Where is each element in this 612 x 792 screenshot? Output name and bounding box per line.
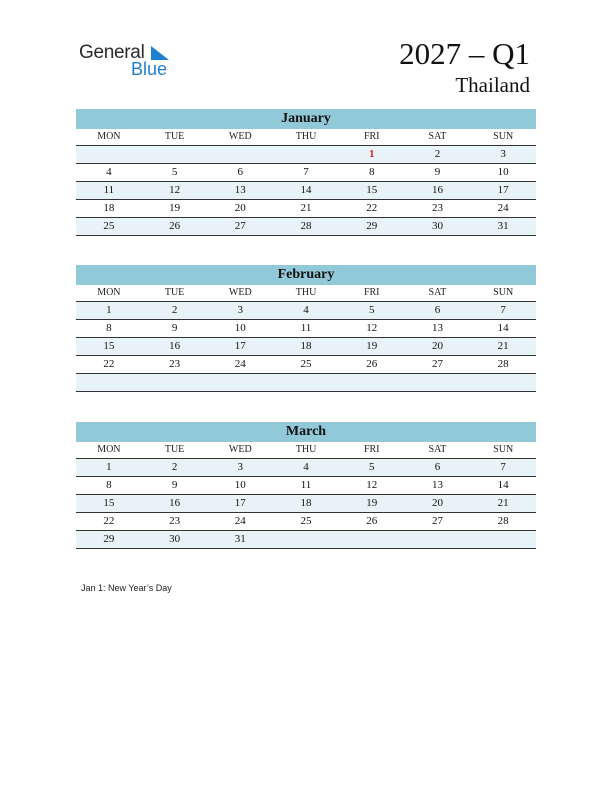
day-cell: 13 [234,184,246,196]
weekday-header-row [76,285,536,302]
day-cell: 4 [106,166,112,178]
week-row [76,459,536,477]
week-row [76,320,536,338]
day-cell: 5 [368,304,375,316]
weekday-label: THU [295,131,317,142]
day-cell: 15 [103,497,115,509]
week-row [76,302,536,320]
day-cell: 28 [300,220,312,232]
day-cell: 10 [234,322,246,334]
day-cell: 9 [434,166,441,178]
day-cell: 24 [234,515,246,527]
day-cell: 1 [106,461,112,473]
week-row [76,338,536,356]
day-cell: 31 [497,220,509,232]
weekday-label: TUE [164,444,185,455]
weekday-label: MON [97,131,121,142]
day-cell: 13 [431,479,443,491]
day-cell [273,146,339,163]
weekday-label: TUE [164,287,185,298]
day-cell: 9 [171,479,178,491]
day-cell [273,374,339,391]
day-cell [470,531,536,548]
day-cell: 5 [368,461,375,473]
holiday-day-cell: 1 [368,148,375,160]
day-cell: 27 [431,515,443,527]
page-title: 2027 – Q1 [399,36,530,71]
day-cell [142,146,208,163]
week-row [76,218,536,236]
week-row [76,374,536,392]
day-cell: 9 [171,322,178,334]
day-cell: 24 [234,358,246,370]
day-cell: 6 [434,304,441,316]
day-cell: 4 [303,304,309,316]
day-cell: 2 [171,304,178,316]
weekday-label: MON [97,287,121,298]
month-title: February [76,265,536,285]
weekday-label: TUE [164,131,185,142]
day-cell: 20 [431,497,443,509]
day-cell: 24 [497,202,509,214]
day-cell: 23 [169,358,181,370]
weekday-label: THU [295,287,317,298]
day-cell: 18 [103,202,115,214]
week-row [76,356,536,374]
month-calendar-january [76,109,536,236]
day-cell: 21 [300,202,312,214]
brand-logo [79,42,179,82]
weekday-label: SUN [493,287,514,298]
day-cell: 23 [169,515,181,527]
day-cell: 8 [106,322,112,334]
weekday-label: FRI [363,131,380,142]
day-cell: 18 [300,497,312,509]
day-cell: 3 [500,148,506,160]
day-cell [76,374,142,391]
weekday-label: MON [97,444,121,455]
day-cell: 20 [431,340,443,352]
day-cell: 11 [300,479,312,491]
day-cell: 5 [171,166,178,178]
day-cell: 17 [497,184,509,196]
day-cell: 17 [234,340,246,352]
day-cell [339,374,405,391]
day-cell [76,146,142,163]
day-cell: 11 [300,322,312,334]
day-cell [207,146,273,163]
week-row [76,477,536,495]
day-cell: 21 [497,340,509,352]
day-cell: 17 [234,497,246,509]
day-cell: 7 [303,166,309,178]
day-cell: 19 [366,340,378,352]
day-cell: 25 [300,515,312,527]
weekday-label: SUN [493,444,514,455]
day-cell: 29 [103,533,115,545]
day-cell: 22 [103,515,115,527]
day-cell: 7 [500,304,506,316]
month-calendar-march [76,422,536,549]
day-cell: 3 [237,304,244,316]
day-cell: 13 [431,322,443,334]
day-cell [339,531,405,548]
weekday-label: FRI [363,444,380,455]
day-cell: 27 [234,220,246,232]
day-cell [273,531,339,548]
day-cell: 16 [169,340,181,352]
day-cell: 30 [169,533,181,545]
weekday-label: SUN [493,131,514,142]
weekday-label: THU [295,444,317,455]
day-cell: 3 [237,461,244,473]
logo-text-blue: Blue [131,59,168,79]
weekday-label: WED [228,131,252,142]
day-cell: 7 [500,461,506,473]
day-cell: 20 [234,202,246,214]
day-cell: 28 [497,358,509,370]
day-cell: 6 [237,166,244,178]
day-cell: 22 [103,358,115,370]
weekday-header-row [76,129,536,146]
month-title: March [76,422,536,442]
day-cell: 29 [366,220,378,232]
day-cell: 27 [431,358,443,370]
weekday-header-row [76,442,536,459]
day-cell: 12 [169,184,181,196]
day-cell: 19 [169,202,181,214]
holiday-list [81,583,172,593]
month-title: January [76,109,536,129]
week-row [76,513,536,531]
day-cell [470,374,536,391]
day-cell: 19 [366,497,378,509]
day-cell: 4 [303,461,309,473]
week-row [76,531,536,549]
day-cell: 12 [366,479,378,491]
holiday-note: Jan 1: New Year’s Day [81,583,172,593]
week-row [76,200,536,218]
day-cell: 31 [234,533,246,545]
day-cell: 8 [368,166,375,178]
day-cell: 14 [497,322,509,334]
week-row [76,164,536,182]
day-cell: 16 [431,184,443,196]
day-cell: 23 [431,202,443,214]
weekday-label: WED [228,287,252,298]
day-cell: 26 [169,220,181,232]
weekday-label: SAT [428,131,447,142]
day-cell [207,374,273,391]
weekday-label: WED [228,444,252,455]
day-cell [405,531,471,548]
day-cell [142,374,208,391]
day-cell: 15 [103,340,115,352]
week-row [76,495,536,513]
month-calendar-february [76,265,536,392]
day-cell [405,374,471,391]
day-cell: 12 [366,322,378,334]
day-cell: 10 [497,166,509,178]
day-cell: 15 [366,184,378,196]
day-cell: 11 [103,184,115,196]
weeks [76,302,536,392]
day-cell: 25 [300,358,312,370]
country-name: Thailand [455,73,530,97]
day-cell: 25 [103,220,115,232]
week-row [76,182,536,200]
day-cell: 14 [497,479,509,491]
day-cell: 22 [366,202,378,214]
day-cell: 16 [169,497,181,509]
weeks [76,146,536,236]
weekday-label: SAT [428,287,447,298]
week-row [76,146,536,164]
logo-text-general: General [79,42,145,63]
weekday-label: FRI [363,287,380,298]
day-cell: 28 [497,515,509,527]
day-cell: 26 [366,358,378,370]
day-cell: 14 [300,184,312,196]
day-cell: 10 [234,479,246,491]
weeks [76,459,536,549]
day-cell: 26 [366,515,378,527]
day-cell: 21 [497,497,509,509]
day-cell: 8 [106,479,112,491]
day-cell: 1 [106,304,112,316]
day-cell: 6 [434,461,441,473]
day-cell: 30 [431,220,443,232]
day-cell: 2 [171,461,178,473]
weekday-label: SAT [428,444,447,455]
day-cell: 18 [300,340,312,352]
day-cell: 2 [434,148,441,160]
